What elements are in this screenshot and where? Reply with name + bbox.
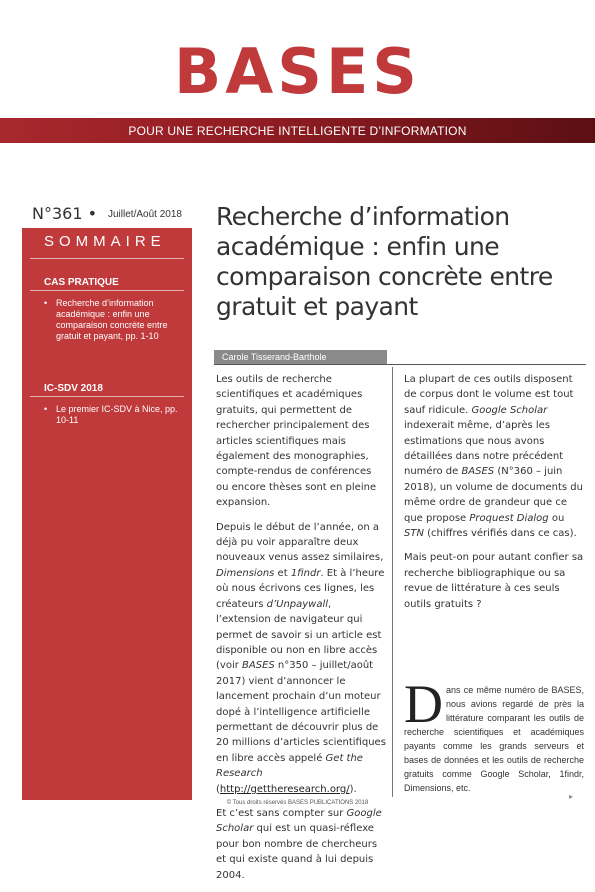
article-intro-box (404, 674, 584, 804)
dropcap: D (404, 674, 443, 734)
toc-item-ic-sdv[interactable] (44, 404, 180, 426)
next-page-arrow-icon[interactable]: ▸ (569, 792, 574, 801)
author-name: Carole Tisserand-Barthole (222, 352, 327, 362)
paragraph: La plupart de ces outils disposent de corpus dont le volume est tout sauf ridicule. Google Scholar indexerait même, d’après les estimations que nous avons détaillées dans notre précédent numéro de BASES (N°360 – juin 2018), un volume de documents du même ordre de grandeur que ce que propose Proquest Dialog ou STN (chiffres vérifiés dans ce cas). (404, 374, 583, 540)
issue-separator: • (87, 204, 98, 223)
issue-number (32, 204, 97, 224)
bullet: • (44, 298, 48, 308)
toc-item-label: Recherche d’information académique : enfin une comparaison concrète entre gratuit et payant, pp. 1-10 (56, 298, 168, 341)
article-title: Recherche d’information académique : enfin une comparaison concrète entre gratuit et payant (216, 202, 553, 321)
gettheresearch-link[interactable]: http://gettheresearch.org/ (219, 783, 350, 795)
article-column-2 (404, 372, 584, 621)
section-divider (30, 396, 184, 397)
tagline: POUR UNE RECHERCHE INTELLIGENTE D’INFORMATION (128, 124, 467, 138)
sommaire-divider (30, 258, 184, 259)
paragraph: Depuis le début de l’année, on a déjà pu voir apparaître deux nouveaux venus assez similaires, Dimensions et 1findr. Et à l’heure où nous écrivons ces lignes, les créateurs d’Unpaywall, l’extension de navigateur qui permet de savoir si un article est disponible ou non en libre accès (voir BASES n°350 – juillet/août 2017) vient d’annoncer le lancement prochain d’un moteur dopé à l’intelligence artificielle permettant de découvrir plus de 20 millions d’articles scientifiques en libre accès appelé Get the Research (http://gettheresearch.org/). (216, 521, 386, 795)
section-divider (30, 290, 184, 291)
logo: BASES (174, 35, 421, 108)
footer-copyright: © Tous droits réservés BASES PUBLICATIONS 2018 (226, 800, 369, 806)
title-rule (214, 364, 586, 365)
issue-number-text: N°361 (32, 204, 83, 223)
section-title-cas-pratique: CAS PRATIQUE (44, 277, 119, 288)
toc-item-label: Le premier IC-SDV à Nice, pp. 10-11 (56, 404, 178, 425)
section-title-ic-sdv: IC-SDV 2018 (44, 383, 103, 394)
paragraph: Et c’est sans compter sur Google Scholar qui est un quasi-réflexe pour bon nombre de chercheurs et qui existe quand à lui depuis 2004. (216, 807, 382, 881)
issue-date: Juillet/Août 2018 (108, 209, 182, 220)
bullet: • (44, 404, 48, 414)
sommaire-heading: SOMMAIRE (44, 233, 166, 250)
paragraph: Dans ce même numéro de BASES, nous avions regardé de près la littérature comparant les outils de recherche scientifiques et académiques payants comme les grands serveurs et bases de données et les outils de recherche gratuits comme Google Scholar, 1findr, Dimensions, etc. (404, 674, 584, 793)
paragraph: Les outils de recherche scientifiques et académiques gratuits, qui permettent de rechercher principalement des articles scientifiques mais également des monographies, compte-rendus de conférences ou encore thèses sont en pleine expansion. (216, 374, 377, 509)
paragraph: Mais peut-on pour autant confier sa recherche bibliographique ou sa revue de littérature à ces seuls outils gratuits ? (404, 552, 584, 610)
toc-item-cas-pratique[interactable] (44, 298, 180, 342)
column-divider (392, 367, 393, 797)
article-column-1 (216, 372, 386, 892)
